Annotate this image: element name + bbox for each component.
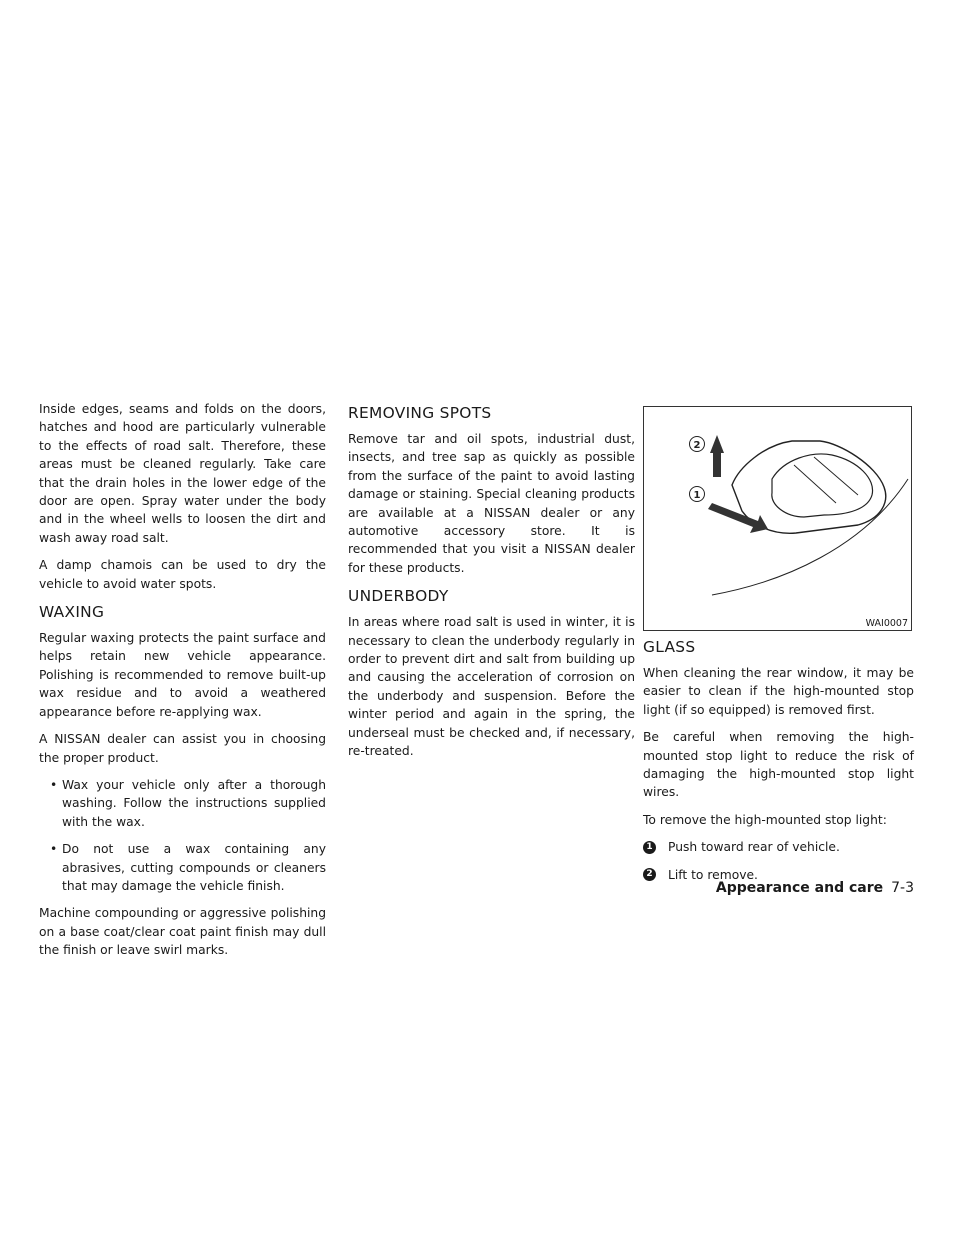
step-number-icon: 1	[643, 841, 656, 854]
footer-section-title: Appearance and care	[715, 880, 884, 896]
paragraph: In areas where road salt is used in winter, it is necessary to clean the underbody regularly in order to prevent dirt and salt from building up and causing the acceleration of corrosion on the underbody and suspension. Before the winter period and again in the spring, the underseal must be checked and, if necessary, re-treated.	[348, 615, 635, 759]
paragraph: When cleaning the rear window, it may be easier to clean if the high-mounted stop light (if so equipped) is removed first.	[643, 666, 914, 717]
figure-label-2: 2	[693, 440, 701, 451]
page-number: 7-3	[891, 880, 914, 896]
paragraph: To remove the high-mounted stop light:	[643, 812, 887, 827]
section-heading-removing-spots: REMOVING SPOTS	[348, 404, 492, 422]
column-2	[348, 403, 635, 770]
list-item: • Wax your vehicle only after a thorough washing. Follow the instructions supplied with the wax.	[39, 776, 326, 831]
stop-light-figure	[643, 406, 912, 631]
paragraph: Machine compounding or aggressive polishing on a base coat/clear coat paint finish may dull the finish or leave swirl marks.	[39, 906, 326, 958]
section-heading-underbody: UNDERBODY	[348, 587, 449, 606]
list-item: • Do not use a wax containing any abrasives, cutting compounds or cleaners that may damage the vehicle finish.	[39, 840, 326, 895]
section-heading-waxing: WAXING	[39, 603, 105, 622]
step-number-icon: 2	[643, 868, 656, 881]
figure-label-1: 1	[693, 490, 701, 501]
column-1	[39, 400, 326, 969]
section-heading-glass: GLASS	[643, 638, 696, 656]
step-text: Lift to remove.	[668, 867, 758, 882]
paragraph: Regular waxing protects the paint surface and helps retain new vehicle appearance. Polishing is recommended to remove built-up wax residue and to avoid a weathered appearance before re-applying wax.	[39, 631, 326, 719]
stop-light-illustration	[644, 407, 911, 630]
paragraph: Be careful when removing the high-mounted stop light to reduce the risk of damaging the high-mounted stop light wires.	[643, 730, 914, 800]
paragraph: Remove tar and oil spots, industrial dust, insects, and tree sap as quickly as possible from the surface of the paint to avoid lasting damage or staining. Special cleaning products are available at a NISSAN dealer or any automotive accessory store. It is recommended that you visit a NISSAN dealer for these products.	[348, 432, 635, 575]
step-text: Push toward rear of vehicle.	[668, 840, 840, 855]
page-footer	[716, 880, 914, 896]
paragraph: A damp chamois can be used to dry the vehicle to avoid water spots.	[39, 558, 326, 591]
paragraph: Inside edges, seams and folds on the doors, hatches and hood are particularly vulnerable to the effects of road salt. Therefore, these areas must be cleaned regularly. Take care that the drain holes in the lower edge of the door are open. Spray water under the body and in the wheel wells to loosen the dirt and wash away road salt.	[39, 402, 326, 545]
bullet-list	[39, 776, 326, 895]
figure-code: WAI0007	[865, 618, 908, 629]
paragraph: A NISSAN dealer can assist you in choosing the proper product.	[39, 732, 326, 765]
step-item	[643, 838, 914, 856]
column-3	[643, 406, 914, 893]
